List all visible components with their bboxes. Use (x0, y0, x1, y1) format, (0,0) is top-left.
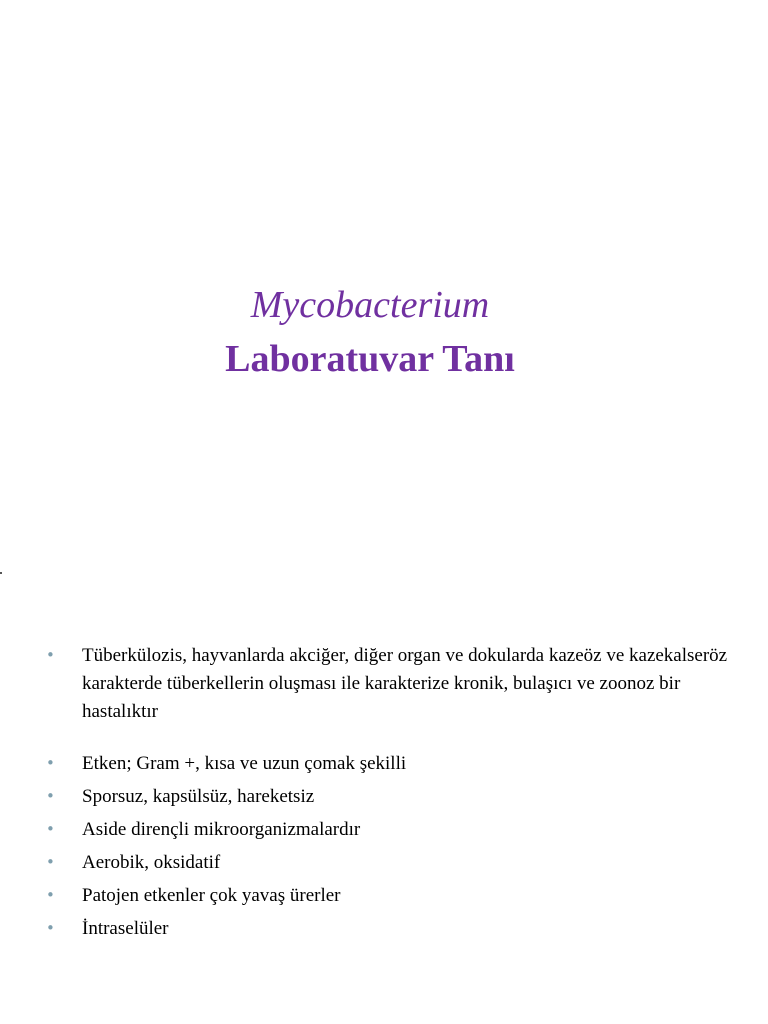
bullet-item (44, 750, 734, 778)
bullet-item (44, 783, 734, 811)
bullet-dot-icon: • (46, 919, 55, 937)
bullet-text: Patojen etkenler çok yavaş ürerler (82, 885, 341, 906)
bullet-item (44, 915, 734, 943)
bullet-dot-icon: • (46, 886, 55, 904)
bullet-text: İntraselüler (82, 918, 169, 939)
bullet-text: Aerobik, oksidatif (82, 852, 221, 873)
bullet-text: Aside dirençli mikroorganizmalardır (82, 819, 361, 840)
title-genus: Mycobacterium (250, 284, 490, 326)
bullet-dot-icon: • (46, 820, 55, 838)
margin-mark (0, 572, 2, 574)
bullet-text: Tüberkülozis, hayvanlarda akciğer, diğer organ ve dokularda kazeöz ve kazekalseröz karakterde tüberkellerin oluşması ile karakterize kronik, bulaşıcı ve zoonoz bir hastalıktır (82, 645, 728, 722)
bullet-text: Sporsuz, kapsülsüz, hareketsiz (82, 786, 315, 807)
slide-title (0, 278, 740, 386)
title-subtitle: Laboratuvar Tanı (225, 338, 515, 380)
bullet-dot-icon: • (46, 853, 55, 871)
bullet-item (44, 849, 734, 877)
bullet-item (44, 642, 734, 726)
bullet-dot-icon: • (46, 754, 55, 772)
bullet-dot-icon: • (46, 646, 55, 664)
bullet-text: Etken; Gram +, kısa ve uzun çomak şekilli (82, 753, 407, 774)
bullet-item (44, 882, 734, 910)
bullet-dot-icon: • (46, 787, 55, 805)
bullet-item (44, 816, 734, 844)
bullet-list (44, 642, 734, 948)
